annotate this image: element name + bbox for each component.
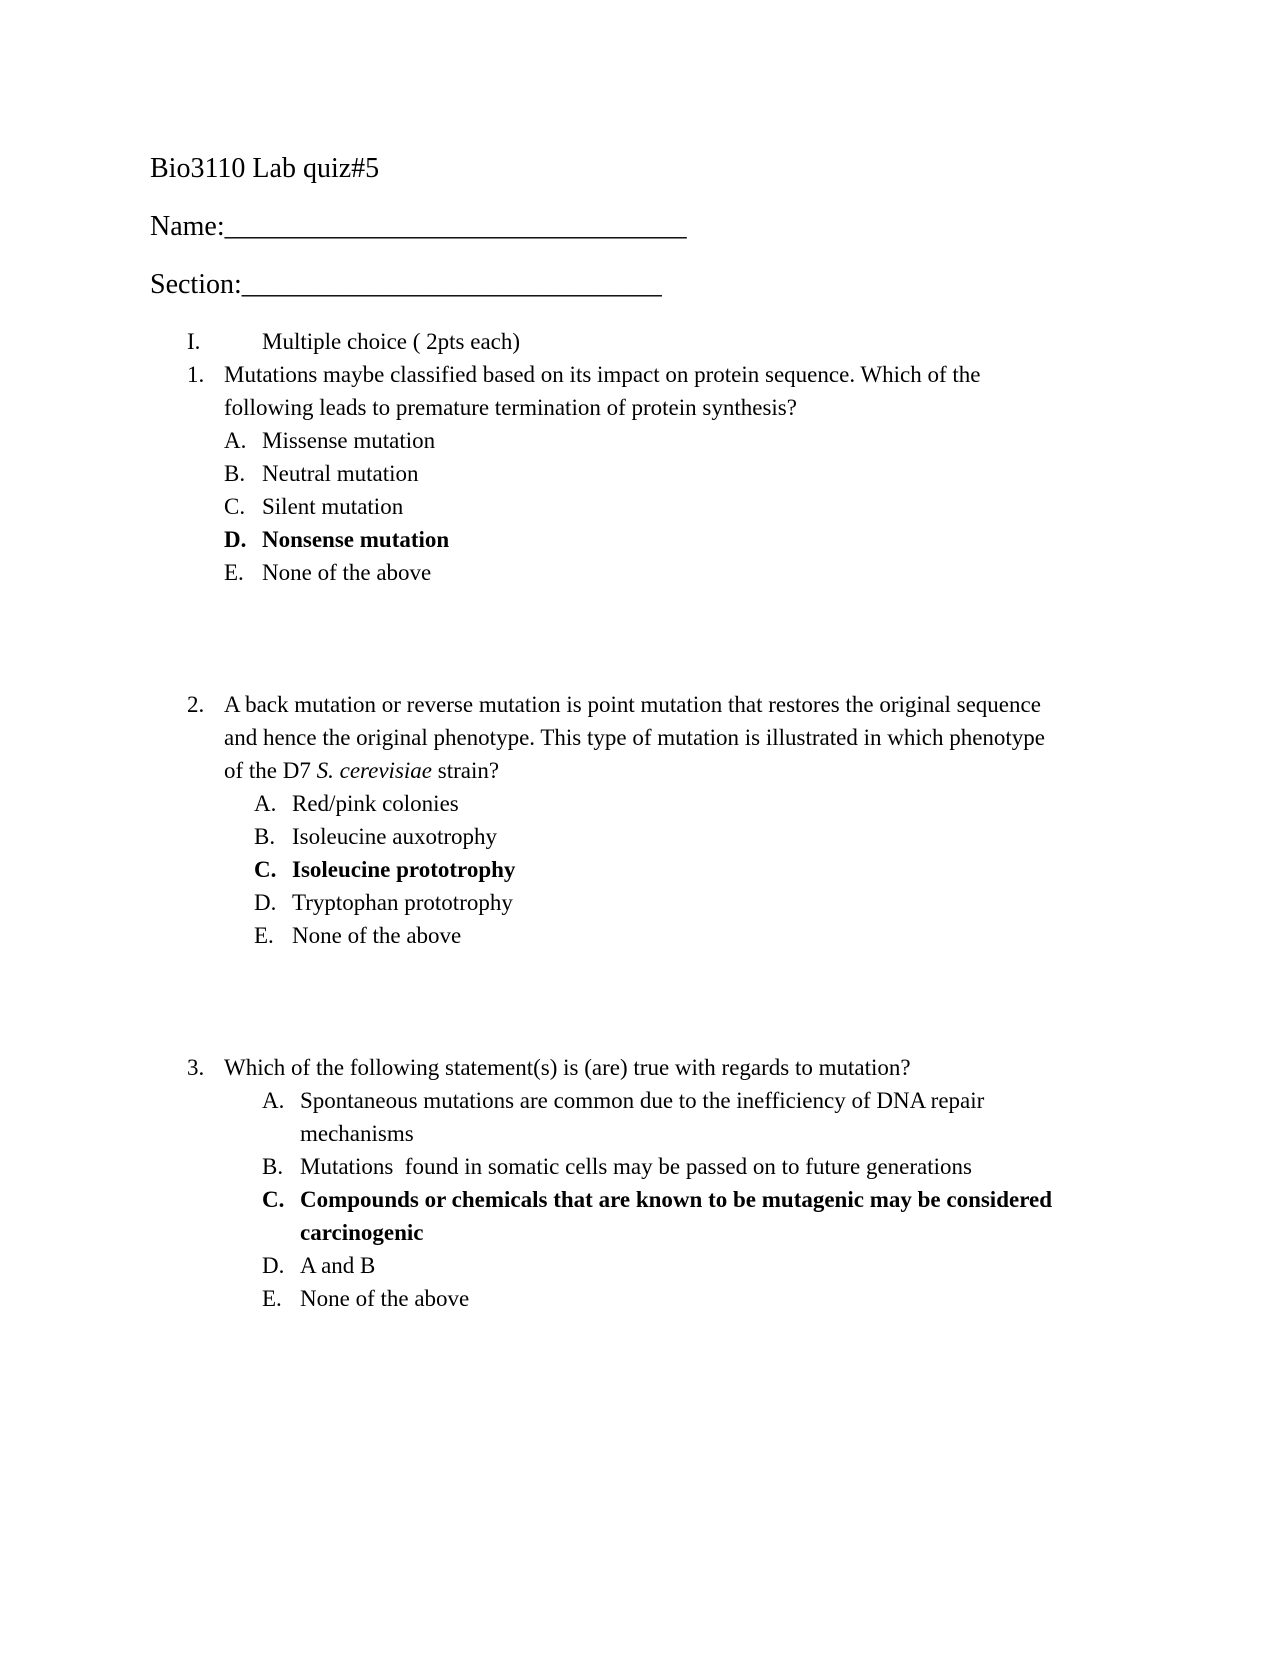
question-text-segment: strain? (432, 758, 500, 783)
option-text-correct: Compounds or chemicals that are known to be mutagenic may be considered (300, 1187, 1052, 1212)
name-label: Name: (150, 211, 225, 242)
option-text: Silent mutation (262, 494, 404, 519)
section-heading-text: Multiple choice ( 2pts each) (262, 329, 521, 354)
option-text: Neutral mutation (262, 461, 419, 486)
question-text-line: Mutations maybe classified based on its impact on protein sequence. Which of the (224, 362, 981, 387)
question-text-segment: of the D7 (224, 758, 317, 783)
section-heading-numeral: I. (187, 329, 201, 354)
name-field (150, 210, 687, 244)
option-text-correct: Nonsense mutation (262, 527, 450, 552)
section-label: Section: (150, 269, 242, 300)
page-title: Bio3110 Lab quiz#5 (150, 153, 380, 184)
option-text: Isoleucine auxotrophy (292, 824, 498, 849)
question-number: 1. (187, 362, 205, 387)
option-letter: A. (254, 791, 277, 816)
option-letter: C. (224, 494, 246, 519)
option-text: Spontaneous mutations are common due to the inefficiency of DNA repair (300, 1088, 985, 1113)
option-letter-correct: D. (224, 527, 247, 552)
option-letter: A. (224, 428, 247, 453)
option-letter: D. (262, 1253, 285, 1278)
option-letter: E. (254, 923, 274, 948)
option-text: A and B (300, 1253, 376, 1278)
section-blank-line: ______________________________ (241, 269, 662, 300)
question-number: 3. (187, 1055, 205, 1080)
question-text-line: Which of the following statement(s) is (are) true with regards to mutation? (224, 1055, 911, 1080)
option-letter-correct: C. (262, 1187, 285, 1212)
option-letter: B. (262, 1154, 284, 1179)
option-text: Mutations found in somatic cells may be passed on to future generations (300, 1154, 972, 1179)
option-text-correct-continued: carcinogenic (300, 1220, 424, 1245)
option-letter: B. (254, 824, 276, 849)
question-text-line: and hence the original phenotype. This type of mutation is illustrated in which phenotype (224, 725, 1046, 750)
section-field (150, 268, 662, 302)
option-text: Missense mutation (262, 428, 436, 453)
option-text: Tryptophan prototrophy (292, 890, 513, 915)
species-name: S. cerevisiae (316, 758, 432, 783)
option-letter: A. (262, 1088, 285, 1113)
name-blank-line: _________________________________ (224, 211, 687, 242)
question-text-line: A back mutation or reverse mutation is point mutation that restores the original sequence (224, 692, 1041, 717)
option-text: None of the above (292, 923, 462, 948)
option-text-correct: Isoleucine prototrophy (292, 857, 516, 882)
option-text-continued: mechanisms (300, 1121, 414, 1146)
question-text-line (224, 755, 499, 787)
option-letter: B. (224, 461, 246, 486)
option-text: None of the above (262, 560, 432, 585)
option-letter: D. (254, 890, 277, 915)
question-number: 2. (187, 692, 205, 717)
option-letter: E. (262, 1286, 282, 1311)
option-text: None of the above (300, 1286, 470, 1311)
option-letter-correct: C. (254, 857, 277, 882)
option-letter: E. (224, 560, 244, 585)
question-text-line: following leads to premature termination of protein synthesis? (224, 395, 797, 420)
option-text: Red/pink colonies (292, 791, 459, 816)
